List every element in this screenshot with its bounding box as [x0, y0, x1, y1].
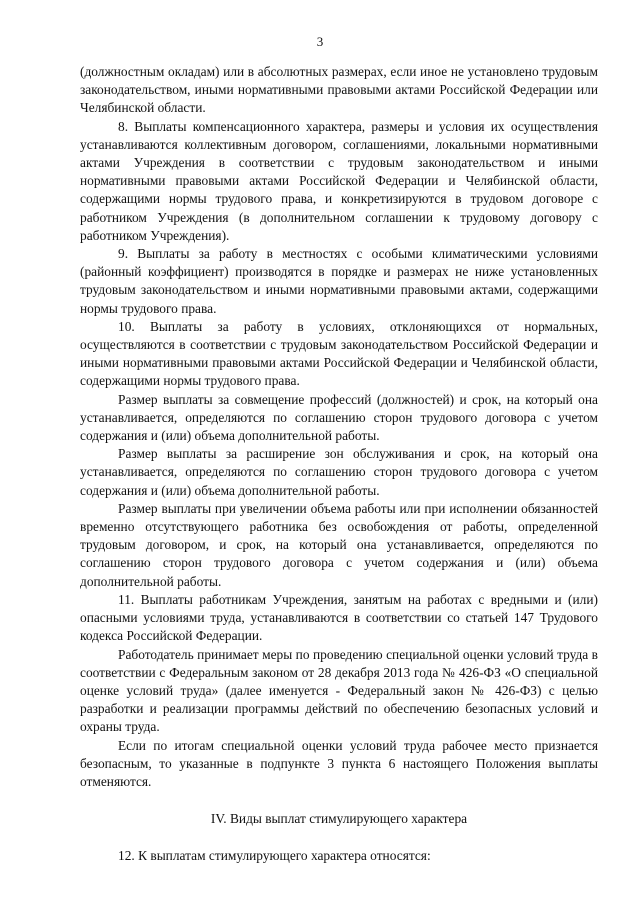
- paragraph-item-8: 8. Выплаты компенсационного характера, размеры и условия их осуществления устанавливаются коллективным договором, соглашениями, локальными нормативными актами Учреждения в соответствии с трудовым законодательством и иными нормативными правовыми актами Российской Федерации и Челябинской области, содержащими нормы трудового права, и конкретизируются в трудовом договоре с работником Учреждения (в дополнительном соглашении к трудовому договору с работником Учреждения).: [80, 118, 598, 243]
- paragraph-item-10: 10. Выплаты за работу в условиях, отклоняющихся от нормальных, осуществляются в соответствии с трудовым законодательством Российской Федерации и иными нормативными правовыми актами Российской Федерации и Челябинской области, содержащими нормы трудового права.: [80, 318, 598, 389]
- document-body: [80, 63, 598, 866]
- paragraph-combination-payment: Размер выплаты за совмещение профессий (должностей) и срок, на который она устанавливается, определяются по соглашению сторон трудового договора с учетом содержания и (или) объема дополнительной работы.: [80, 391, 598, 444]
- paragraph-continuation: (должностным окладам) или в абсолютных размерах, если иное не установлено трудовым законодательством, иными нормативными правовыми актами Российской Федерации или Челябинской области.: [80, 64, 598, 116]
- paragraph-item-11: 11. Выплаты работникам Учреждения, занятым на работах с вредными и (или) опасными условиями труда, устанавливаются в соответствии со статьей 147 Трудового кодекса Российской Федерации.: [80, 591, 598, 644]
- paragraph-item-12: 12. К выплатам стимулирующего характера относятся:: [118, 848, 431, 864]
- page-number: 3: [316, 34, 324, 49]
- paragraph-workload-payment: Размер выплаты при увеличении объема работы или при исполнении обязанностей временно отсутствующего работника без освобождения от работы, определенной трудовым договором, и срок, на который она устанавливается, определяются по соглашению сторон трудового договора с учетом содержания и (или) объема дополнительной работы.: [80, 500, 598, 589]
- paragraph-safe-workplace: Если по итогам специальной оценки условий труда рабочее место признается безопасным, то указанные в подпункте 3 пункта 6 настоящего Положения выплаты отменяются.: [80, 737, 598, 789]
- section-heading: IV. Виды выплат стимулирующего характера: [210, 811, 468, 827]
- paragraph-labor-assessment: Работодатель принимает меры по проведению специальной оценки условий труда в соответствии с Федеральным законом от 28 декабря 2013 года № 426-ФЗ «О специальной оценке условий труда» (далее именуется - Федеральный закон № 426-ФЗ) с целью разработки и реализации программы действий по обеспечению безопасных условий и охраны труда.: [80, 646, 598, 735]
- paragraph-item-9: 9. Выплаты за работу в местностях с особыми климатическими условиями (районный коэффициент) производятся в порядке и размерах не ниже установленных трудовым законодательством и иными нормативными правовыми актами, содержащими нормы трудового права.: [80, 246, 598, 316]
- paragraph-service-zone-payment: Размер выплаты за расширение зон обслуживания и срок, на который она устанавливается, определяются по соглашению сторон трудового договора с учетом содержания и (или) объема дополнительной работы.: [80, 446, 598, 498]
